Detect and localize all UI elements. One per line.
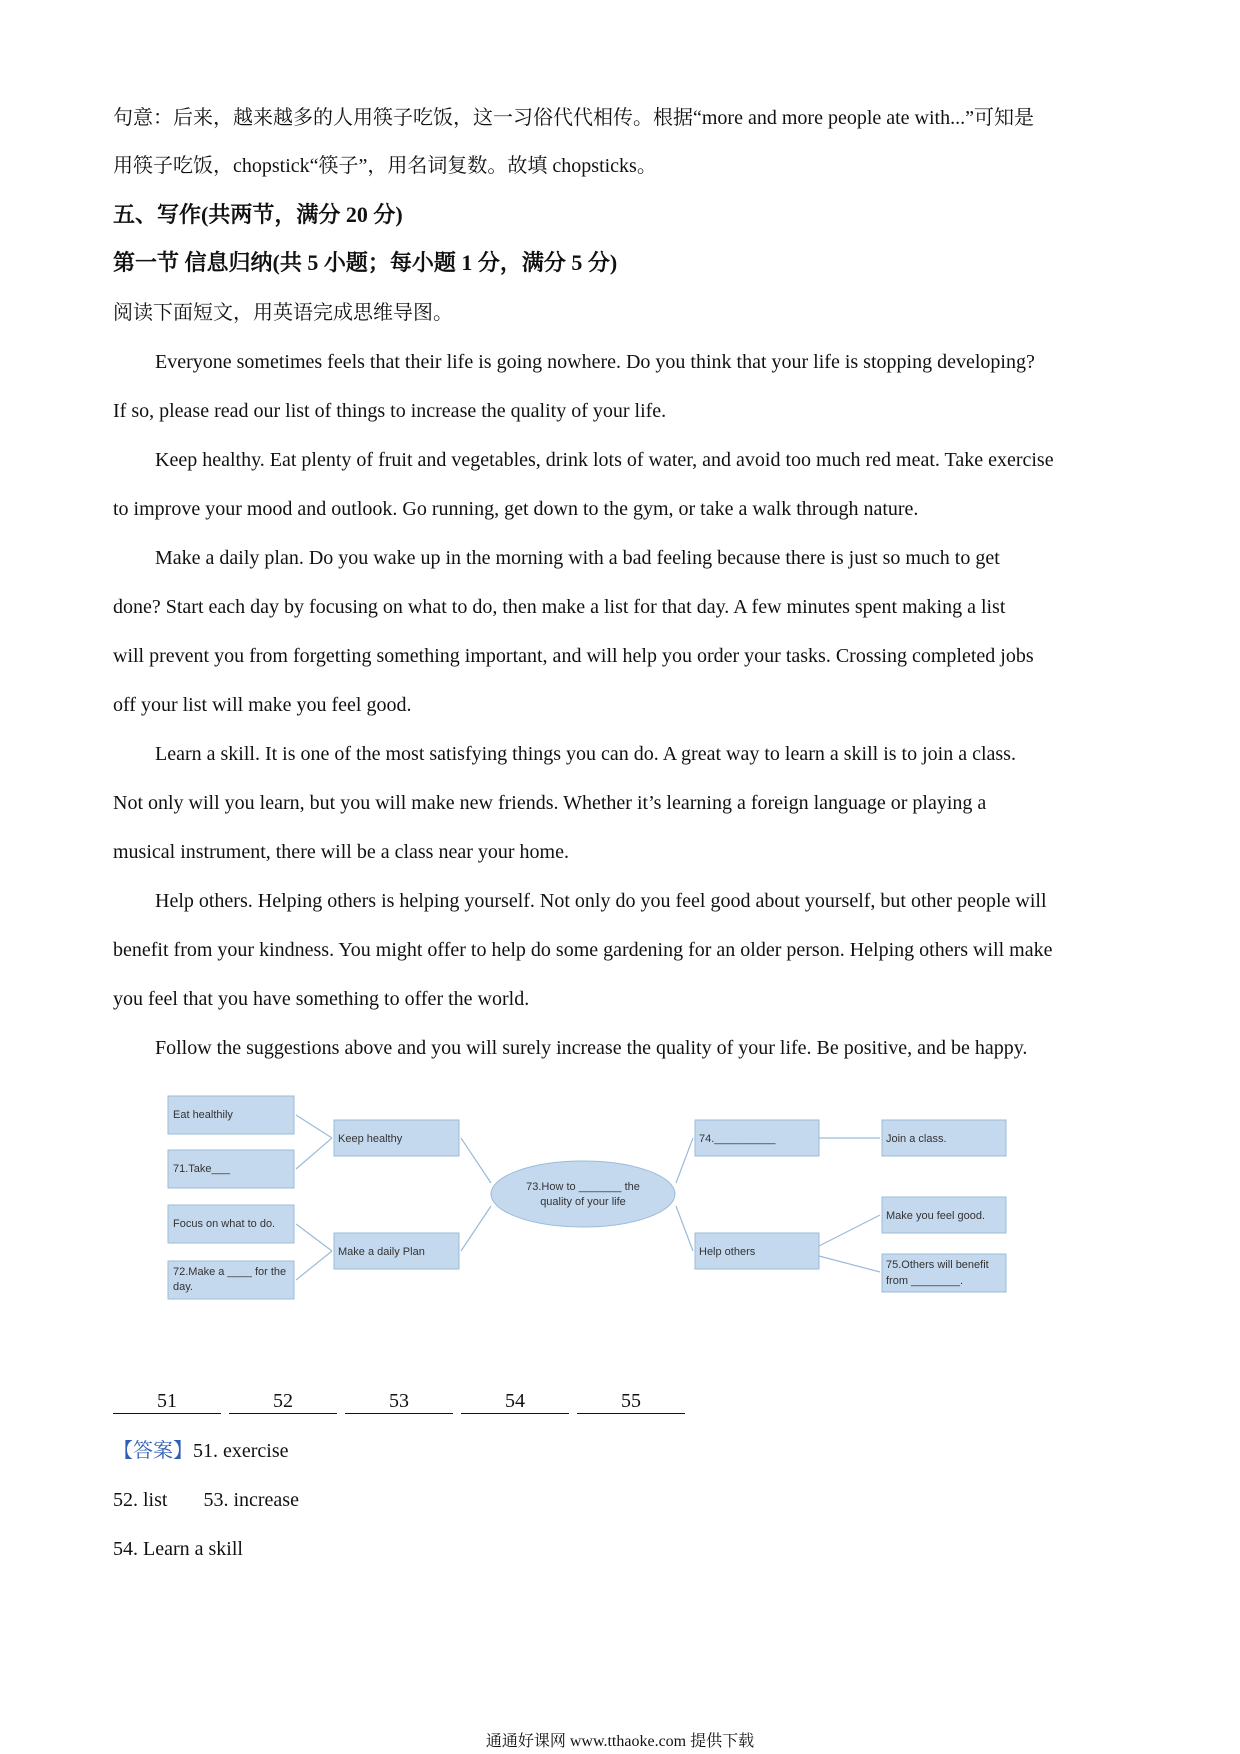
connector-line <box>296 1224 332 1251</box>
answer-52: 52. list <box>113 1489 168 1511</box>
passage-line: musical instrument, there will be a class near your home. <box>113 841 569 863</box>
footer: 通通好课网 www.tthaoke.com 提供下载 <box>485 1733 755 1750</box>
passage-line: Learn a skill. It is one of the most satisfying things you can do. A great way to learn a skill is to join a class. <box>155 743 1016 765</box>
passage-line: off your list will make you feel good. <box>113 694 412 716</box>
map-label-make-a-2: day. <box>173 1281 193 1293</box>
map-label-help-others: Help others <box>699 1246 756 1258</box>
passage-line: Make a daily plan. Do you wake up in the morning with a bad feeling because there is just so much to get <box>155 547 1000 569</box>
answer-51: 51. exercise <box>193 1440 289 1462</box>
blank-55: 55 <box>577 1389 685 1414</box>
map-label-take: 71.Take___ <box>173 1163 230 1175</box>
passage-line: you feel that you have something to offer the world. <box>113 988 530 1010</box>
box-center <box>491 1161 675 1227</box>
answer-tag: 【答案】 <box>113 1440 193 1462</box>
passage-line: Not only will you learn, but you will make new friends. Whether it’s learning a foreign language or playing a <box>113 792 987 814</box>
map-label-make-a-1: 72.Make a ____ for the <box>173 1266 287 1278</box>
map-label-eat-healthily: Eat healthily <box>173 1109 233 1121</box>
map-label-center-2: quality of your life <box>540 1196 626 1208</box>
passage-line: will prevent you from forgetting something important, and will help you order your tasks. Crossing completed jobs <box>113 645 1034 667</box>
passage-line: Help others. Helping others is helping yourself. Not only do you feel good about yourself, but other people will <box>155 890 1047 912</box>
blank-51: 51 <box>113 1389 221 1414</box>
passage-line: done? Start each day by focusing on what to do, then make a list for that day. A few minutes spent making a list <box>113 596 1006 618</box>
connector-line <box>676 1138 693 1183</box>
explanation-line-2: 用筷子吃饭，chopstick“筷子”，用名词复数。故填 chopsticks。 <box>113 155 657 177</box>
blank-53: 53 <box>345 1389 453 1414</box>
passage-line: If so, please read our list of things to increase the quality of your life. <box>113 400 667 422</box>
connector-line <box>296 1251 332 1280</box>
passage-line: Follow the suggestions above and you will surely increase the quality of your life. Be positive, and be happy. <box>155 1037 1028 1059</box>
passage-line: Keep healthy. Eat plenty of fruit and vegetables, drink lots of water, and avoid too much red meat. Take exercise <box>155 449 1054 471</box>
answer-line-1 <box>113 1437 1143 1465</box>
connector-line <box>461 1206 491 1251</box>
map-label-keep-healthy: Keep healthy <box>338 1133 403 1145</box>
map-label-focus: Focus on what to do. <box>173 1218 276 1230</box>
passage-line: benefit from your kindness. You might offer to help do some gardening for an older person. Helping others will make <box>113 939 1053 961</box>
connector-line <box>296 1115 332 1138</box>
blank-54: 54 <box>461 1389 569 1414</box>
passage-line: to improve your mood and outlook. Go running, get down to the gym, or take a walk through nature. <box>113 498 919 520</box>
connector-line <box>819 1215 880 1246</box>
explanation-line-1: 句意：后来，越来越多的人用筷子吃饭，这一习俗代代相传。根据“more and more people ate with...”可知是 <box>113 107 1034 129</box>
answer-line-3: 54. Learn a skill <box>113 1538 243 1560</box>
section-title: 五、写作(共两节，满分 20 分) <box>113 202 403 227</box>
map-label-center-1: 73.How to _______ the <box>526 1181 640 1193</box>
connector-line <box>296 1138 332 1169</box>
answer-blanks <box>113 1389 693 1414</box>
map-label-q75-1: 75.Others will benefit <box>886 1259 989 1271</box>
answer-53: 53. increase <box>203 1489 299 1511</box>
instruction: 阅读下面短文，用英语完成思维导图。 <box>113 302 453 324</box>
connector-line <box>819 1256 880 1272</box>
passage-line: Everyone sometimes feels that their life is going nowhere. Do you think that your life is stopping developing? <box>155 351 1035 373</box>
blank-52: 52 <box>229 1389 337 1414</box>
connector-line <box>461 1138 491 1183</box>
map-label-daily-plan: Make a daily Plan <box>338 1246 425 1258</box>
map-label-join-class: Join a class. <box>886 1133 947 1145</box>
map-label-feel-good: Make you feel good. <box>886 1210 986 1222</box>
connector-line <box>676 1206 693 1251</box>
subsection-title: 第一节 信息归纳(共 5 小题；每小题 1 分，满分 5 分) <box>113 250 618 275</box>
map-label-q74: 74.__________ <box>699 1133 776 1145</box>
answer-line-2 <box>113 1486 1143 1514</box>
map-label-q75-2: from ________. <box>886 1275 964 1287</box>
